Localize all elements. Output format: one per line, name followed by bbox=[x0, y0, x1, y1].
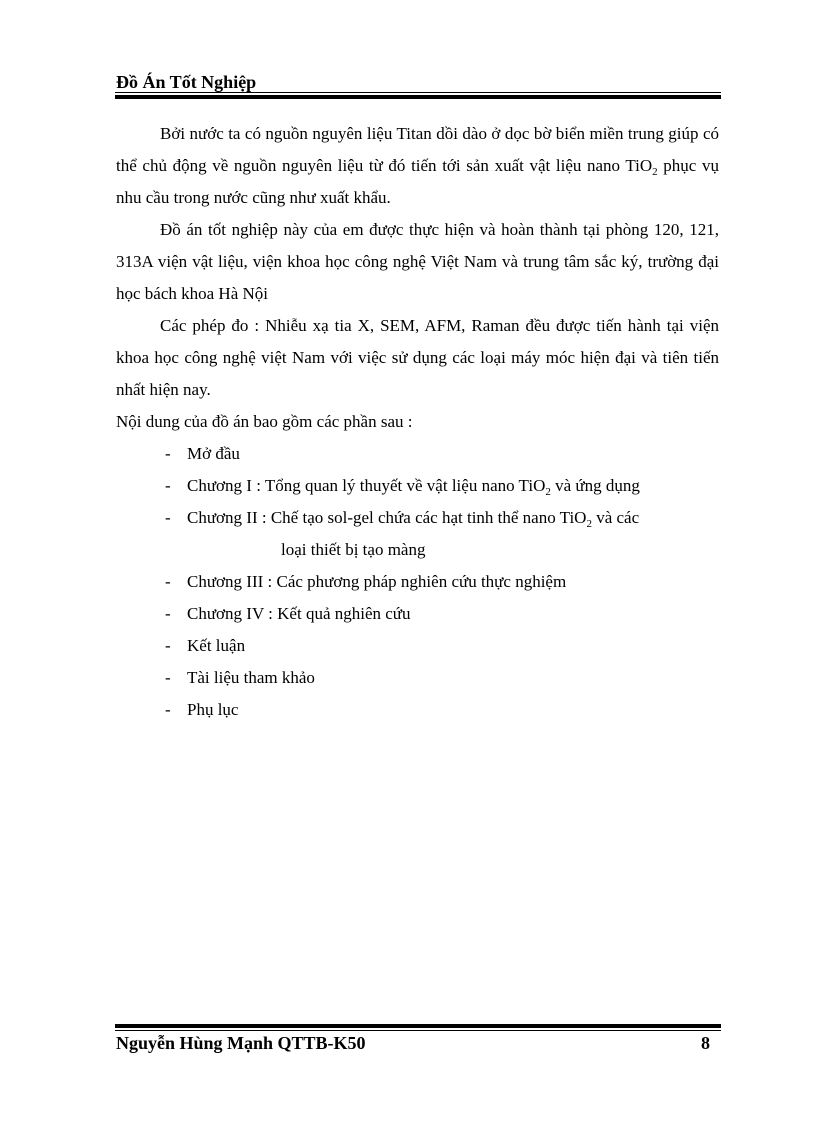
footer-divider-thick bbox=[115, 1024, 721, 1028]
list-item bbox=[116, 566, 719, 598]
footer-divider-thin bbox=[115, 1030, 721, 1031]
list-item-text: Tài liệu tham khảo bbox=[187, 668, 315, 687]
list-item-subscript: 2 bbox=[586, 518, 592, 530]
paragraph-2: Đồ án tốt nghiệp này của em được thực hiện và hoàn thành tại phòng 120, 121, 313A viện vật liệu, viện khoa học công nghệ Việt Nam và trung tâm sắc ký, trường đại học bách khoa Hà Nội bbox=[116, 220, 719, 303]
header-divider-thin bbox=[115, 92, 721, 93]
footer-author: Nguyễn Hùng Mạnh QTTB-K50 bbox=[116, 1033, 366, 1053]
list-item bbox=[116, 694, 719, 726]
list-item-text: Chương II : Chế tạo sol-gel chứa các hạt tinh thể nano TiO bbox=[187, 508, 587, 527]
page-header-title: Đồ Án Tốt Nghiệp bbox=[116, 72, 257, 92]
list-item-text: Kết luận bbox=[187, 636, 246, 655]
list-item-text: Phụ lục bbox=[187, 700, 239, 719]
list-item bbox=[116, 630, 719, 662]
list-item bbox=[116, 438, 719, 470]
list-bullet: - bbox=[165, 700, 171, 719]
list-item-text: Chương IV : Kết quả nghiên cứu bbox=[187, 604, 411, 623]
list-item-text: Chương I : Tổng quan lý thuyết về vật liệu nano TiO bbox=[187, 476, 546, 495]
contents-list bbox=[116, 438, 719, 726]
list-bullet: - bbox=[165, 604, 171, 623]
paragraph-1-subscript: 2 bbox=[652, 166, 658, 178]
list-bullet: - bbox=[165, 668, 171, 687]
list-item-text-end: và ứng dụng bbox=[550, 476, 640, 495]
page-number: 8 bbox=[701, 1033, 710, 1053]
body-content bbox=[116, 118, 719, 726]
list-bullet: - bbox=[165, 476, 171, 495]
list-bullet: - bbox=[165, 572, 171, 591]
paragraph-3: Các phép đo : Nhiễu xạ tia X, SEM, AFM, Raman đều được tiến hành tại viện khoa học công nghệ việt Nam với việc sử dụng các loại máy móc hiện đại và tiên tiến nhất hiện nay. bbox=[116, 316, 719, 399]
paragraph-1-text-end: phục vụ nhu cầu trong nước cũng như xuất khẩu. bbox=[116, 156, 719, 207]
list-item-subscript: 2 bbox=[545, 486, 551, 498]
list-item bbox=[116, 662, 719, 694]
paragraph-1-text: Bởi nước ta có nguồn nguyên liệu Titan dồi dào ở dọc bờ biển miền trung giúp có thể chủ động về nguồn nguyên liệu từ đó tiến tới sản xuất vật liệu nano TiO bbox=[116, 124, 719, 175]
paragraph-1 bbox=[116, 118, 719, 214]
list-item-text-end: và các bbox=[591, 508, 640, 527]
list-item bbox=[116, 502, 719, 566]
list-item bbox=[116, 598, 719, 630]
list-bullet: - bbox=[165, 636, 171, 655]
list-item-text: Mở đầu bbox=[187, 444, 240, 463]
list-item-continuation: loại thiết bị tạo màng bbox=[281, 540, 426, 559]
list-bullet: - bbox=[165, 508, 171, 527]
list-item bbox=[116, 470, 719, 502]
header-divider-thick bbox=[115, 95, 721, 99]
list-bullet: - bbox=[165, 444, 171, 463]
list-item-text: Chương III : Các phương pháp nghiên cứu thực nghiệm bbox=[187, 572, 567, 591]
list-intro: Nội dung của đồ án bao gồm các phần sau : bbox=[116, 412, 413, 431]
